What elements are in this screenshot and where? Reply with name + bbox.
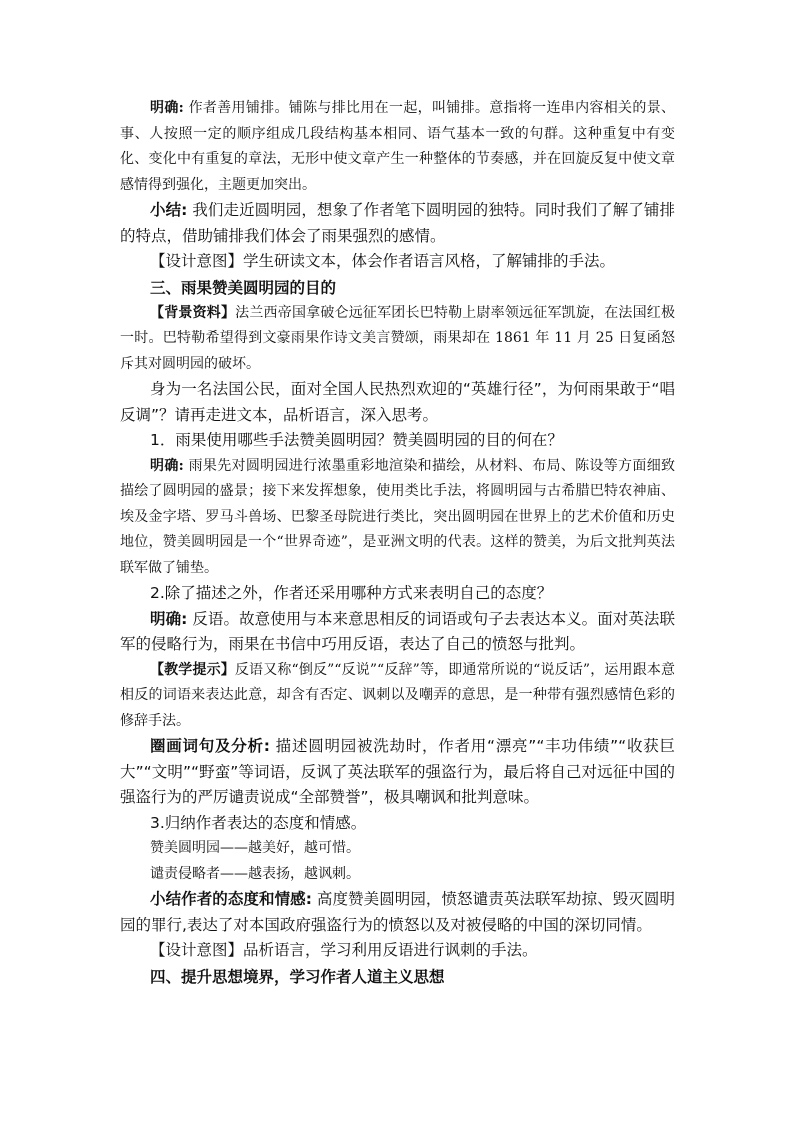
paragraph-text: 描述圆明园被洗劫时，作者用“漂亮”“丰功伟绩”“收获巨大”“文明”“野蛮”等词语，反讽了英法联军的强盗行为，最后将自己对远征中国的强盗行为的严厉谴责说成“全部赞誉”，极具嘲讽和批判意味。	[120, 737, 675, 806]
paragraph-text: 身为一名法国公民，面对全国人民热烈欢迎的“英雄行径”，为何雨果敢于“唱反调”？请再走进文本，品析语言，深入思考。	[120, 380, 675, 424]
paragraph-10: 小结作者的态度和情感: 高度赞美圆明园，愤怒谴责英法联军劫掠、毁灭圆明园的罪行,表达了对本国政府强盗行为的愤怒以及对被侵略的中国的深切同情。	[120, 890, 675, 934]
summary-line-2	[120, 862, 675, 888]
paragraph-text: 高度赞美圆明园，愤怒谴责英法联军劫掠、毁灭圆明园的罪行,表达了对本国政府强盗行为的愤怒以及对被侵略的中国的深切同情。	[120, 890, 675, 934]
lead-label: 明确	[150, 609, 182, 628]
question-1	[120, 428, 675, 454]
lead-label: 【背景资料】	[150, 304, 236, 321]
paragraph-8	[120, 658, 675, 735]
paragraph-9: 圈画词句及分析: 描述圆明园被洗劫时，作者用“漂亮”“丰功伟绩”“收获巨大”“文明”“野蛮”等词语，反讽了英法联军的强盗行为，最后将自己对远征中国的强盗行为的严厉谴责说成“全部赞誉”，极具嘲讽和批判意味。	[120, 737, 675, 806]
question-2	[120, 581, 675, 607]
paragraph-4	[120, 301, 675, 378]
paragraph-text: 谴责侵略者——越表扬，越讽刺。	[150, 865, 360, 882]
paragraph-11	[120, 938, 675, 964]
document-body	[120, 96, 675, 990]
lead-label: 【设计意图】	[150, 941, 244, 959]
paragraph-text: 2.除了描述之外，作者还采用哪种方式来表明自己的态度？	[150, 584, 553, 602]
paragraph-text: 雨果先对圆明园进行浓墨重彩地渲染和描绘，从材料、布局、陈设等方面细致描绘了圆明园的盛景；接下来发挥想象，使用类比手法，将圆明园与古希腊巴特农神庙、埃及金字塔、罗马斗兽场、巴黎圣母院进行类比，突出圆明园在世界上的艺术价值和历史地位，赞美圆明园是一个“世界奇迹”，是亚洲文明的代表。这样的赞美，为后文批判英法联军做了铺垫。	[120, 457, 676, 576]
paragraph-text: 1．雨果使用哪些手法赞美圆明园？赞美圆明园的目的何在？	[150, 431, 563, 449]
lead-label: 圈画词句及分析	[150, 737, 264, 755]
paragraph-2: 小结: 我们走近圆明园，想象了作者笔下圆明园的独特。同时我们了解了铺排的特点，借助铺排我们体会了雨果强烈的感情。	[120, 201, 675, 245]
lead-label: 明确	[150, 457, 179, 474]
section-heading-3: 三、雨果赞美圆明园的目的	[150, 278, 337, 297]
paragraph-text: 法兰西帝国拿破仑远征军团长巴特勒上尉率领远征军凯旋，在法国红极一时。巴特勒希望得到文豪雨果作诗文美言赞颂，雨果却在 1861 年 11 月 25 日复函怒斥其对圆明园的破坏。	[120, 304, 676, 372]
section-heading-4: 四、提升思想境界，学习作者人道主义思想	[150, 967, 445, 986]
paragraph-3	[120, 249, 675, 275]
paragraph-7: 明确: 反语。故意使用与本来意思相反的词语或句子去表达本义。面对英法联军的侵略行为，雨果在书信中巧用反语，表达了自己的愤怒与批判。	[120, 609, 675, 653]
paragraph-text: 赞美圆明园——越美好，越可惜。	[150, 840, 360, 856]
paragraph-5	[120, 377, 675, 428]
paragraph-text: 作者善用铺排。铺陈与排比用在一起，叫铺排。意指将一连串内容相关的景、事、人按照一定的顺序组成几段结构基本相同、语气基本一致的句群。这种重复中有变化、变化中有重复的章法，无形中使文章产生一种整体的节奏感，并在回旋反复中使文章感情得到强化，主题更加突出。	[120, 100, 676, 193]
paragraph-text: 反语。故意使用与本来意思相反的词语或句子去表达本义。面对英法联军的侵略行为，雨果在书信中巧用反语，表达了自己的愤怒与批判。	[120, 609, 675, 653]
paragraph-text: 品析语言，学习利用反语进行讽刺的手法。	[243, 941, 538, 959]
paragraph-1: 明确: 作者善用铺排。铺陈与排比用在一起，叫铺排。意指将一连串内容相关的景、事、人按照一定的顺序组成几段结构基本相同、语气基本一致的句群。这种重复中有变化、变化中有重复的章法，无形中使文章产生一种整体的节奏感，并在回旋反复中使文章感情得到强化，主题更加突出。	[120, 100, 676, 193]
paragraph-text: 我们走近圆明园，想象了作者笔下圆明园的独特。同时我们了解了铺排的特点，借助铺排我们体会了雨果强烈的感情。	[120, 201, 675, 245]
question-3	[120, 811, 675, 837]
paragraph-text: 反语又称“倒反”“反说”“反辞”等，即通常所说的“说反话”，运用跟本意相反的词语来表达此意，却含有否定、讽刺以及嘲弄的意思，是一种带有强烈感情色彩的修辞手法。	[120, 661, 675, 729]
lead-label: 小结作者的态度和情感	[150, 890, 306, 908]
lead-label: 【教学提示】	[150, 661, 235, 678]
lead-label: 明确	[150, 100, 179, 116]
lead-label: 【设计意图】	[150, 252, 244, 270]
paragraph-text: 学生研读文本，体会作者语言风格，了解铺排的手法。	[243, 252, 616, 270]
paragraph-text: 3.归纳作者表达的态度和情感。	[150, 813, 367, 832]
lead-label: 小结	[150, 201, 182, 219]
paragraph-6: 明确: 雨果先对圆明园进行浓墨重彩地渲染和描绘，从材料、布局、陈设等方面细致描绘了圆明园的盛景；接下来发挥想象，使用类比手法，将圆明园与古希腊巴特农神庙、埃及金字塔、罗马斗兽场、巴黎圣母院进行类比，突出圆明园在世界上的艺术价值和历史地位，赞美圆明园是一个“世界奇迹”，是亚洲文明的代表。这样的赞美，为后文批判英法联军做了铺垫。	[120, 457, 676, 576]
summary-line-1	[120, 836, 675, 862]
